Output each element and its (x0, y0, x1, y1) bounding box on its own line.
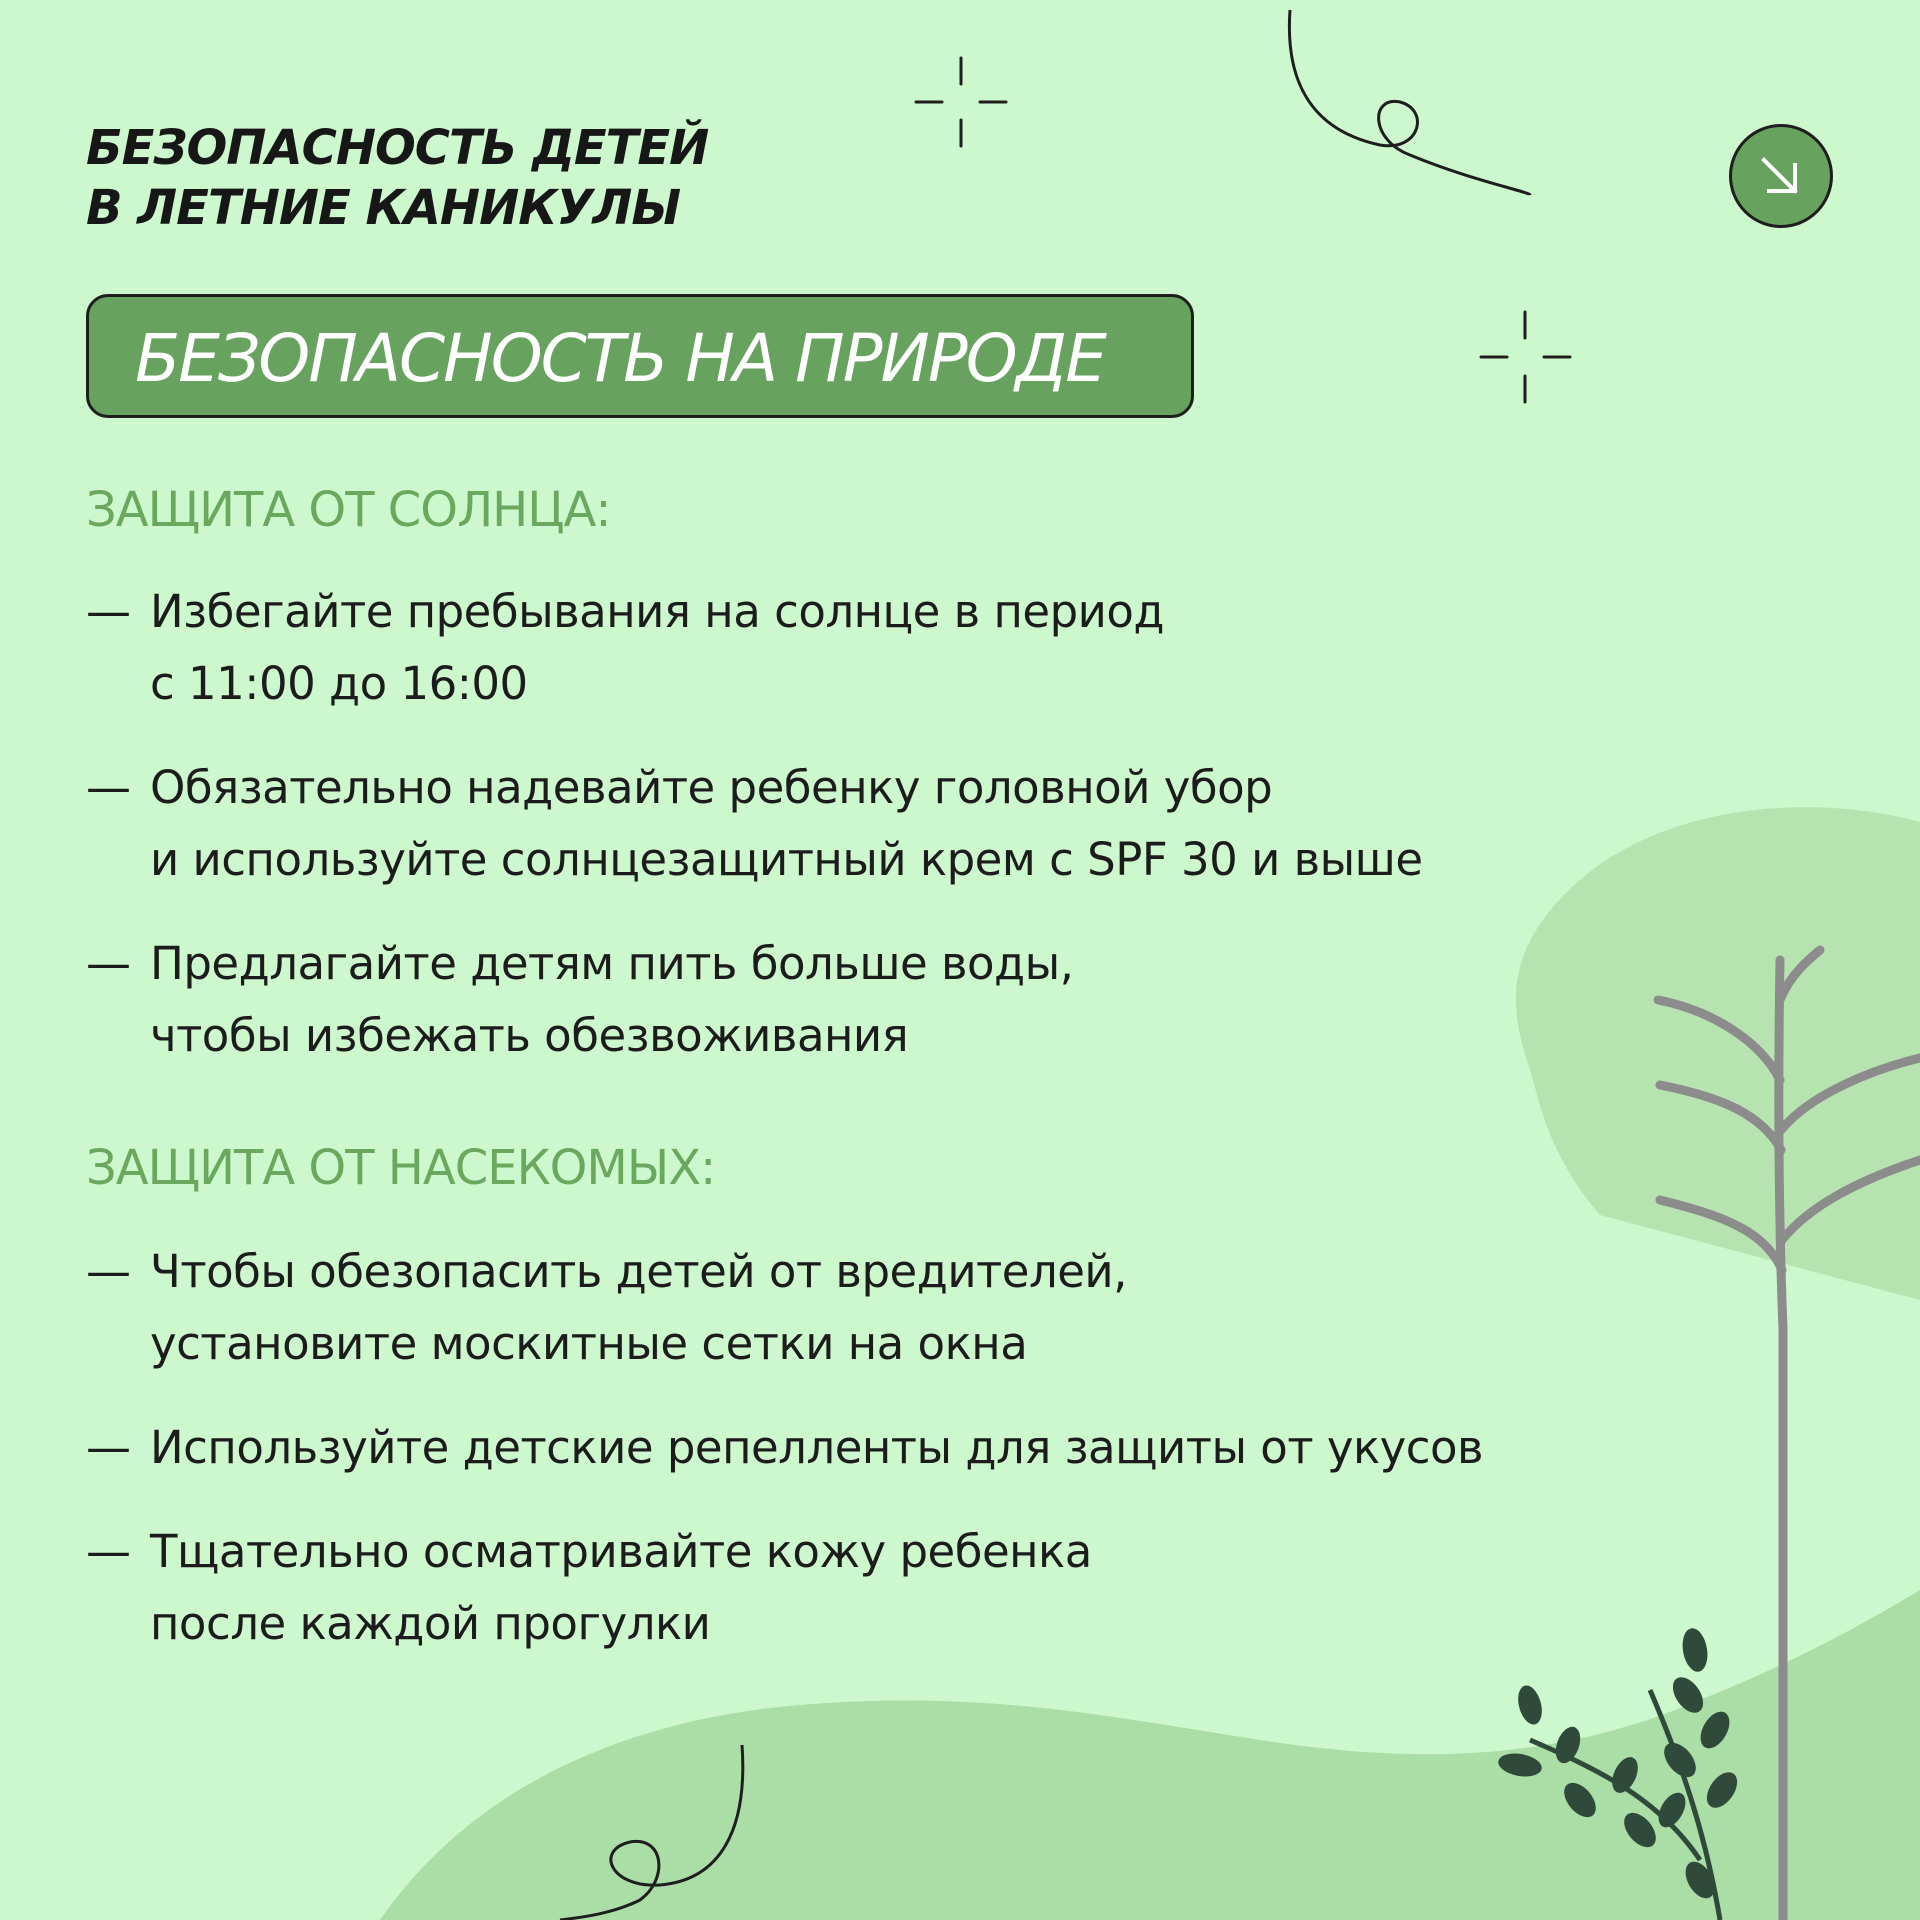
list-item (86, 1516, 1092, 1660)
section-heading-insects: ЗАЩИТА ОТ НАСЕКОМЫХ: (86, 1140, 716, 1196)
list-item (86, 928, 1073, 1072)
list-item-line-1: Обязательно надевайте ребенку головной убор (150, 761, 1273, 814)
arrow-down-right-icon (1732, 127, 1830, 225)
page-title-line-2: В ЛЕТНИЕ КАНИКУЛЫ (86, 180, 681, 236)
list-item-line-1: Используйте детские репелленты для защиты от укусов (150, 1421, 1484, 1474)
bullet-dash: — (86, 1245, 131, 1298)
section-heading-sun: ЗАЩИТА ОТ СОЛНЦА: (86, 482, 611, 538)
list-item (86, 576, 1164, 720)
section-banner (86, 294, 1194, 418)
list-item (86, 1236, 1127, 1380)
page-title (86, 118, 708, 238)
list-item-line-2: после каждой прогулки (150, 1597, 711, 1650)
list-item-line-1: Избегайте пребывания на солнце в период (150, 585, 1165, 638)
list-item-line-1: Тщательно осматривайте кожу ребенка (150, 1525, 1092, 1578)
bullet-dash: — (86, 1421, 131, 1474)
next-button[interactable] (1729, 124, 1833, 228)
bullet-dash: — (86, 937, 131, 990)
list-item (86, 752, 1423, 896)
list-item-line-1: Чтобы обезопасить детей от вредителей, (150, 1245, 1127, 1298)
page-title-line-1: БЕЗОПАСНОСТЬ ДЕТЕЙ (86, 120, 709, 176)
list-item (86, 1412, 1483, 1484)
bullet-dash: — (86, 761, 131, 814)
list-item-line-1: Предлагайте детям пить больше воды, (150, 937, 1074, 990)
bullet-dash: — (86, 585, 131, 638)
list-item-line-2: чтобы избежать обезвоживания (150, 1009, 909, 1062)
bullet-dash: — (86, 1525, 131, 1578)
list-item-line-2: установите москитные сетки на окна (150, 1317, 1028, 1370)
section-banner-label: БЕЗОПАСНОСТЬ НА ПРИРОДЕ (135, 320, 1105, 397)
list-item-line-2: с 11:00 до 16:00 (150, 657, 528, 710)
list-item-line-2: и используйте солнцезащитный крем с SPF 30 и выше (150, 833, 1423, 886)
